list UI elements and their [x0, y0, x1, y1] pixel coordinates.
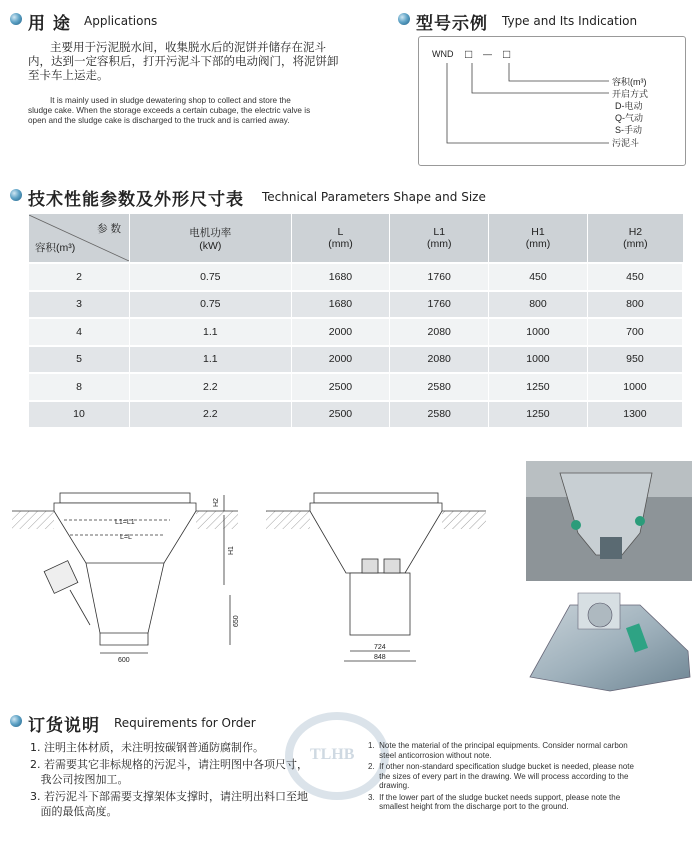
order-title-cn: 订货说明: [28, 716, 100, 736]
type-dash: —: [483, 49, 492, 59]
order-item-en-3: 3. If the lower part of the sludge bucket needs support, please note the smallest height from the discharge port to the ground.: [368, 792, 621, 811]
cell-h1: 1000: [489, 317, 588, 345]
cell-h1: 450: [489, 262, 588, 290]
cell-l: 2000: [292, 317, 391, 345]
cell-volume: 8: [29, 372, 130, 400]
order-title-en: Requirements for Order: [114, 716, 256, 730]
watermark-text: TLHB: [310, 746, 355, 763]
params-table: [29, 214, 683, 427]
cell-h1: 1250: [489, 400, 588, 428]
cell-h2: 450: [588, 262, 683, 290]
type-leader-lines: [419, 37, 685, 165]
dim-h1: H1: [228, 546, 235, 555]
type-label-s: S-手动: [615, 125, 643, 135]
section-bullet-icon: [10, 715, 22, 727]
type-box-1: □: [465, 47, 473, 61]
cell-l1: 1760: [390, 290, 489, 318]
cell-power: 2.2: [130, 400, 292, 428]
side-view-drawing: [266, 493, 486, 661]
type-label-open: 开启方式: [612, 89, 649, 99]
corner-bottom-label: 容积(m³): [35, 242, 76, 254]
order-item-en-1: 1. Note the material of the principal equipments. Consider normal carbon steel anticorrosion without note.: [368, 741, 628, 760]
cell-power: 0.75: [130, 262, 292, 290]
dim-600: 600: [118, 657, 130, 664]
dim-l1: L1=L1: [115, 519, 135, 526]
cell-l: 2000: [292, 345, 391, 373]
cell-volume: 4: [29, 317, 130, 345]
type-title-en: Type and Its Indication: [502, 14, 638, 28]
table-row: [29, 400, 683, 428]
cell-h1: 1000: [489, 345, 588, 373]
cell-h2: 1300: [588, 400, 683, 428]
params-title-cn: 技术性能参数及外形尺寸表: [28, 190, 244, 210]
type-indication-box: [418, 36, 686, 166]
params-header-row: [29, 214, 683, 262]
dim-h2: H2: [213, 498, 220, 507]
type-label-d: D-电动: [615, 101, 643, 111]
installation-photo: [526, 461, 692, 581]
cell-l1: 2580: [390, 372, 489, 400]
cell-h1: 800: [489, 290, 588, 318]
section-bullet-icon: [398, 13, 410, 25]
front-view-drawing: [12, 493, 238, 653]
table-row: [29, 345, 683, 373]
cell-l: 2500: [292, 372, 391, 400]
type-code: WND: [432, 49, 454, 59]
header-l1: L1 (mm): [390, 214, 489, 262]
dim-l: L=L: [120, 534, 132, 541]
params-corner-cell: [29, 214, 130, 262]
header-h2: H2 (mm): [588, 214, 683, 262]
product-photo: [530, 593, 690, 691]
type-box-2: □: [503, 47, 511, 61]
cell-volume: 2: [29, 262, 130, 290]
cell-volume: 5: [29, 345, 130, 373]
table-row: [29, 262, 683, 290]
technical-drawings: [0, 455, 700, 705]
type-label-bucket: 污泥斗: [612, 138, 640, 148]
section-bullet-icon: [10, 13, 22, 25]
header-l: L (mm): [292, 214, 391, 262]
cell-h1: 1250: [489, 372, 588, 400]
table-row: [29, 372, 683, 400]
cell-h2: 800: [588, 290, 683, 318]
applications-title-cn: 用 途: [28, 14, 71, 34]
order-items-cn: [30, 740, 360, 819]
cell-power: 2.2: [130, 372, 292, 400]
order-items-en: [368, 741, 693, 812]
dim-848: 848: [374, 654, 386, 661]
cell-power: 1.1: [130, 317, 292, 345]
cell-l1: 1760: [390, 262, 489, 290]
order-item-cn-1: 1. 注明主体材质，未注明按碳钢普通防腐制作。: [30, 741, 264, 754]
cell-h2: 950: [588, 345, 683, 373]
cell-volume: 3: [29, 290, 130, 318]
header-h1: H1 (mm): [489, 214, 588, 262]
cell-l1: 2080: [390, 317, 489, 345]
cell-h2: 700: [588, 317, 683, 345]
order-item-en-2: 2. If other non-standard specification sludge bucket is needed, please note the sizes of every part in the drawing. We will process according to the drawing.: [368, 762, 634, 790]
applications-title-en: Applications: [84, 14, 158, 28]
applications-desc-cn: 主要用于污泥脱水间，收集脱水后的泥饼并储存在泥斗 内，达到一定容积后，打开污泥斗下部的电动阀门，将泥饼卸 至卡车上运走。: [28, 40, 339, 82]
cell-volume: 10: [29, 400, 130, 428]
params-title-en: Technical Parameters Shape and Size: [262, 190, 486, 204]
cell-l: 1680: [292, 290, 391, 318]
cell-l1: 2580: [390, 400, 489, 428]
cell-power: 1.1: [130, 345, 292, 373]
table-row: [29, 290, 683, 318]
cell-power: 0.75: [130, 290, 292, 318]
order-item-cn-3: 3. 若污泥斗下部需要支撑架体支撑时，请注明出料口至地 面的最低高度。: [30, 790, 308, 818]
order-item-cn-2: 2. 若需要其它非标规格的污泥斗，请注明图中各项尺寸， 我公司按图加工。: [30, 758, 308, 786]
cell-l: 2500: [292, 400, 391, 428]
corner-top-label: 参 数: [97, 223, 121, 235]
type-label-q: Q-气动: [615, 113, 643, 123]
cell-l1: 2080: [390, 345, 489, 373]
applications-desc-en: It is mainly used in sludge dewatering shop to collect and store the sludge cake. When the storage exceeds a certain cubage, the electric valve is open and the sludge cake is discharged to the truck and is carried away.: [28, 96, 311, 125]
dim-724: 724: [374, 644, 386, 651]
table-row: [29, 317, 683, 345]
type-title-cn: 型号示例: [416, 14, 488, 34]
type-label-volume: 容积(m³): [612, 77, 647, 87]
section-bullet-icon: [10, 189, 22, 201]
cell-l: 1680: [292, 262, 391, 290]
cell-h2: 1000: [588, 372, 683, 400]
header-power: 电机功率 (kW): [130, 214, 292, 262]
dim-650: 650: [233, 615, 240, 627]
